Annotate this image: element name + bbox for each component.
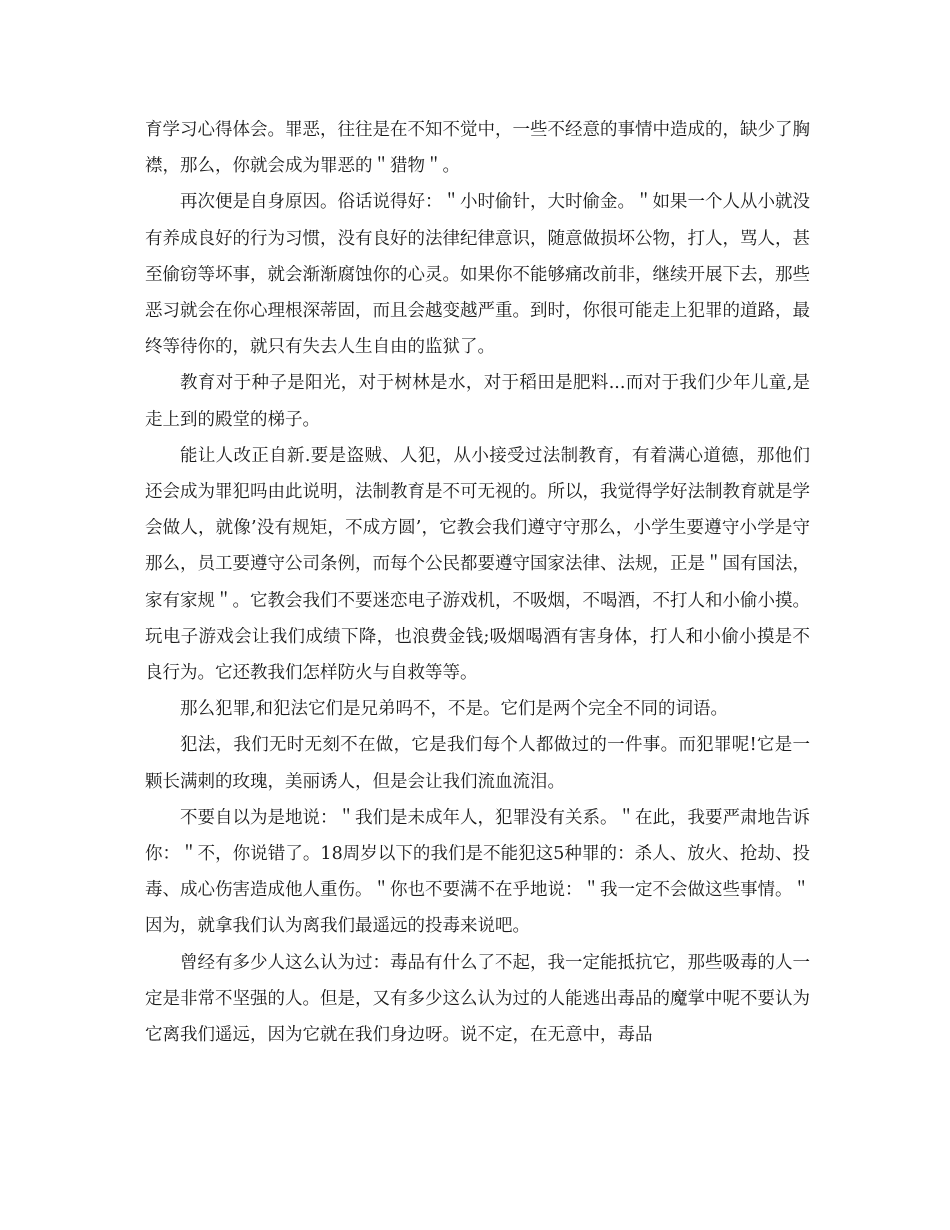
- paragraph: 教育对于种子是阳光，对于树林是水，对于稻田是肥料...而对于我们少年儿童,是走上到的殿堂的梯子。: [145, 373, 810, 430]
- paragraph: 能让人改正自新.要是盗贼、人犯，从小接受过法制教育，有着满心道德，那他们还会成为罪犯吗由此说明，法制教育是不可无视的。所以，我觉得学好法制教育就是学会做人，就像’没有规矩，不成方圆’，它教会我们遵守守那么，小学生要遵守小学是守那么，员工要遵守公司条例，而每个公民都要遵守国家法律、法规，正是＂国有国法，家有家规＂。它教会我们不要迷恋电子游戏机，不吸烟，不喝酒，不打人和小偷小摸。玩电子游戏会让我们成绩下降，也浪费金钱;吸烟喝酒有害身体，打人和小偷小摸是不良行为。它还教我们怎样防火与自救等等。: [145, 445, 810, 684]
- paragraph: 犯法，我们无时无刻不在做，它是我们每个人都做过的一件事。而犯罪呢!它是一颗长满刺的玫瑰，美丽诱人，但是会让我们流血流泪。: [145, 735, 810, 792]
- paragraph: 曾经有多少人这么认为过：毒品有什么了不起，我一定能抵抗它，那些吸毒的人一定是非常不坚强的人。但是，又有多少这么认为过的人能逃出毒品的魔掌中呢不要认为它离我们遥远，因为它就在我们身边呀。说不定，在无意中，毒品: [145, 952, 810, 1046]
- paragraph-continued: 育学习心得体会。罪恶，往往是在不知不觉中，一些不经意的事情中造成的，缺少了胸襟，那么，你就会成为罪恶的＂猎物＂。: [145, 120, 810, 177]
- paragraph: 再次便是自身原因。俗话说得好：＂小时偷针，大时偷金。＂如果一个人从小就没有养成良好的行为习惯，没有良好的法律纪律意识，随意做损坏公物，打人，骂人，甚至偷窃等坏事，就会渐渐腐蚀你的心灵。如果你不能够痛改前非，继续开展下去，那些恶习就会在你心理根深蒂固，而且会越变越严重。到时，你很可能走上犯罪的道路，最终等待你的，就只有失去人生自由的监狱了。: [145, 192, 810, 358]
- document-body: [145, 112, 810, 1053]
- paragraph: 那么犯罪,和犯法它们是兄弟吗不，不是。它们是两个完全不同的词语。: [180, 699, 729, 720]
- paragraph: 不要自以为是地说：＂我们是未成年人，犯罪没有关系。＂在此，我要严肃地告诉你：＂不，你说错了。18周岁以下的我们是不能犯这5种罪的：杀人、放火、抢劫、投毒、成心伤害造成他人重伤。＂你也不要满不在乎地说：＂我一定不会做这些事情。＂因为，就拿我们认为离我们最遥远的投毒来说吧。: [145, 807, 810, 937]
